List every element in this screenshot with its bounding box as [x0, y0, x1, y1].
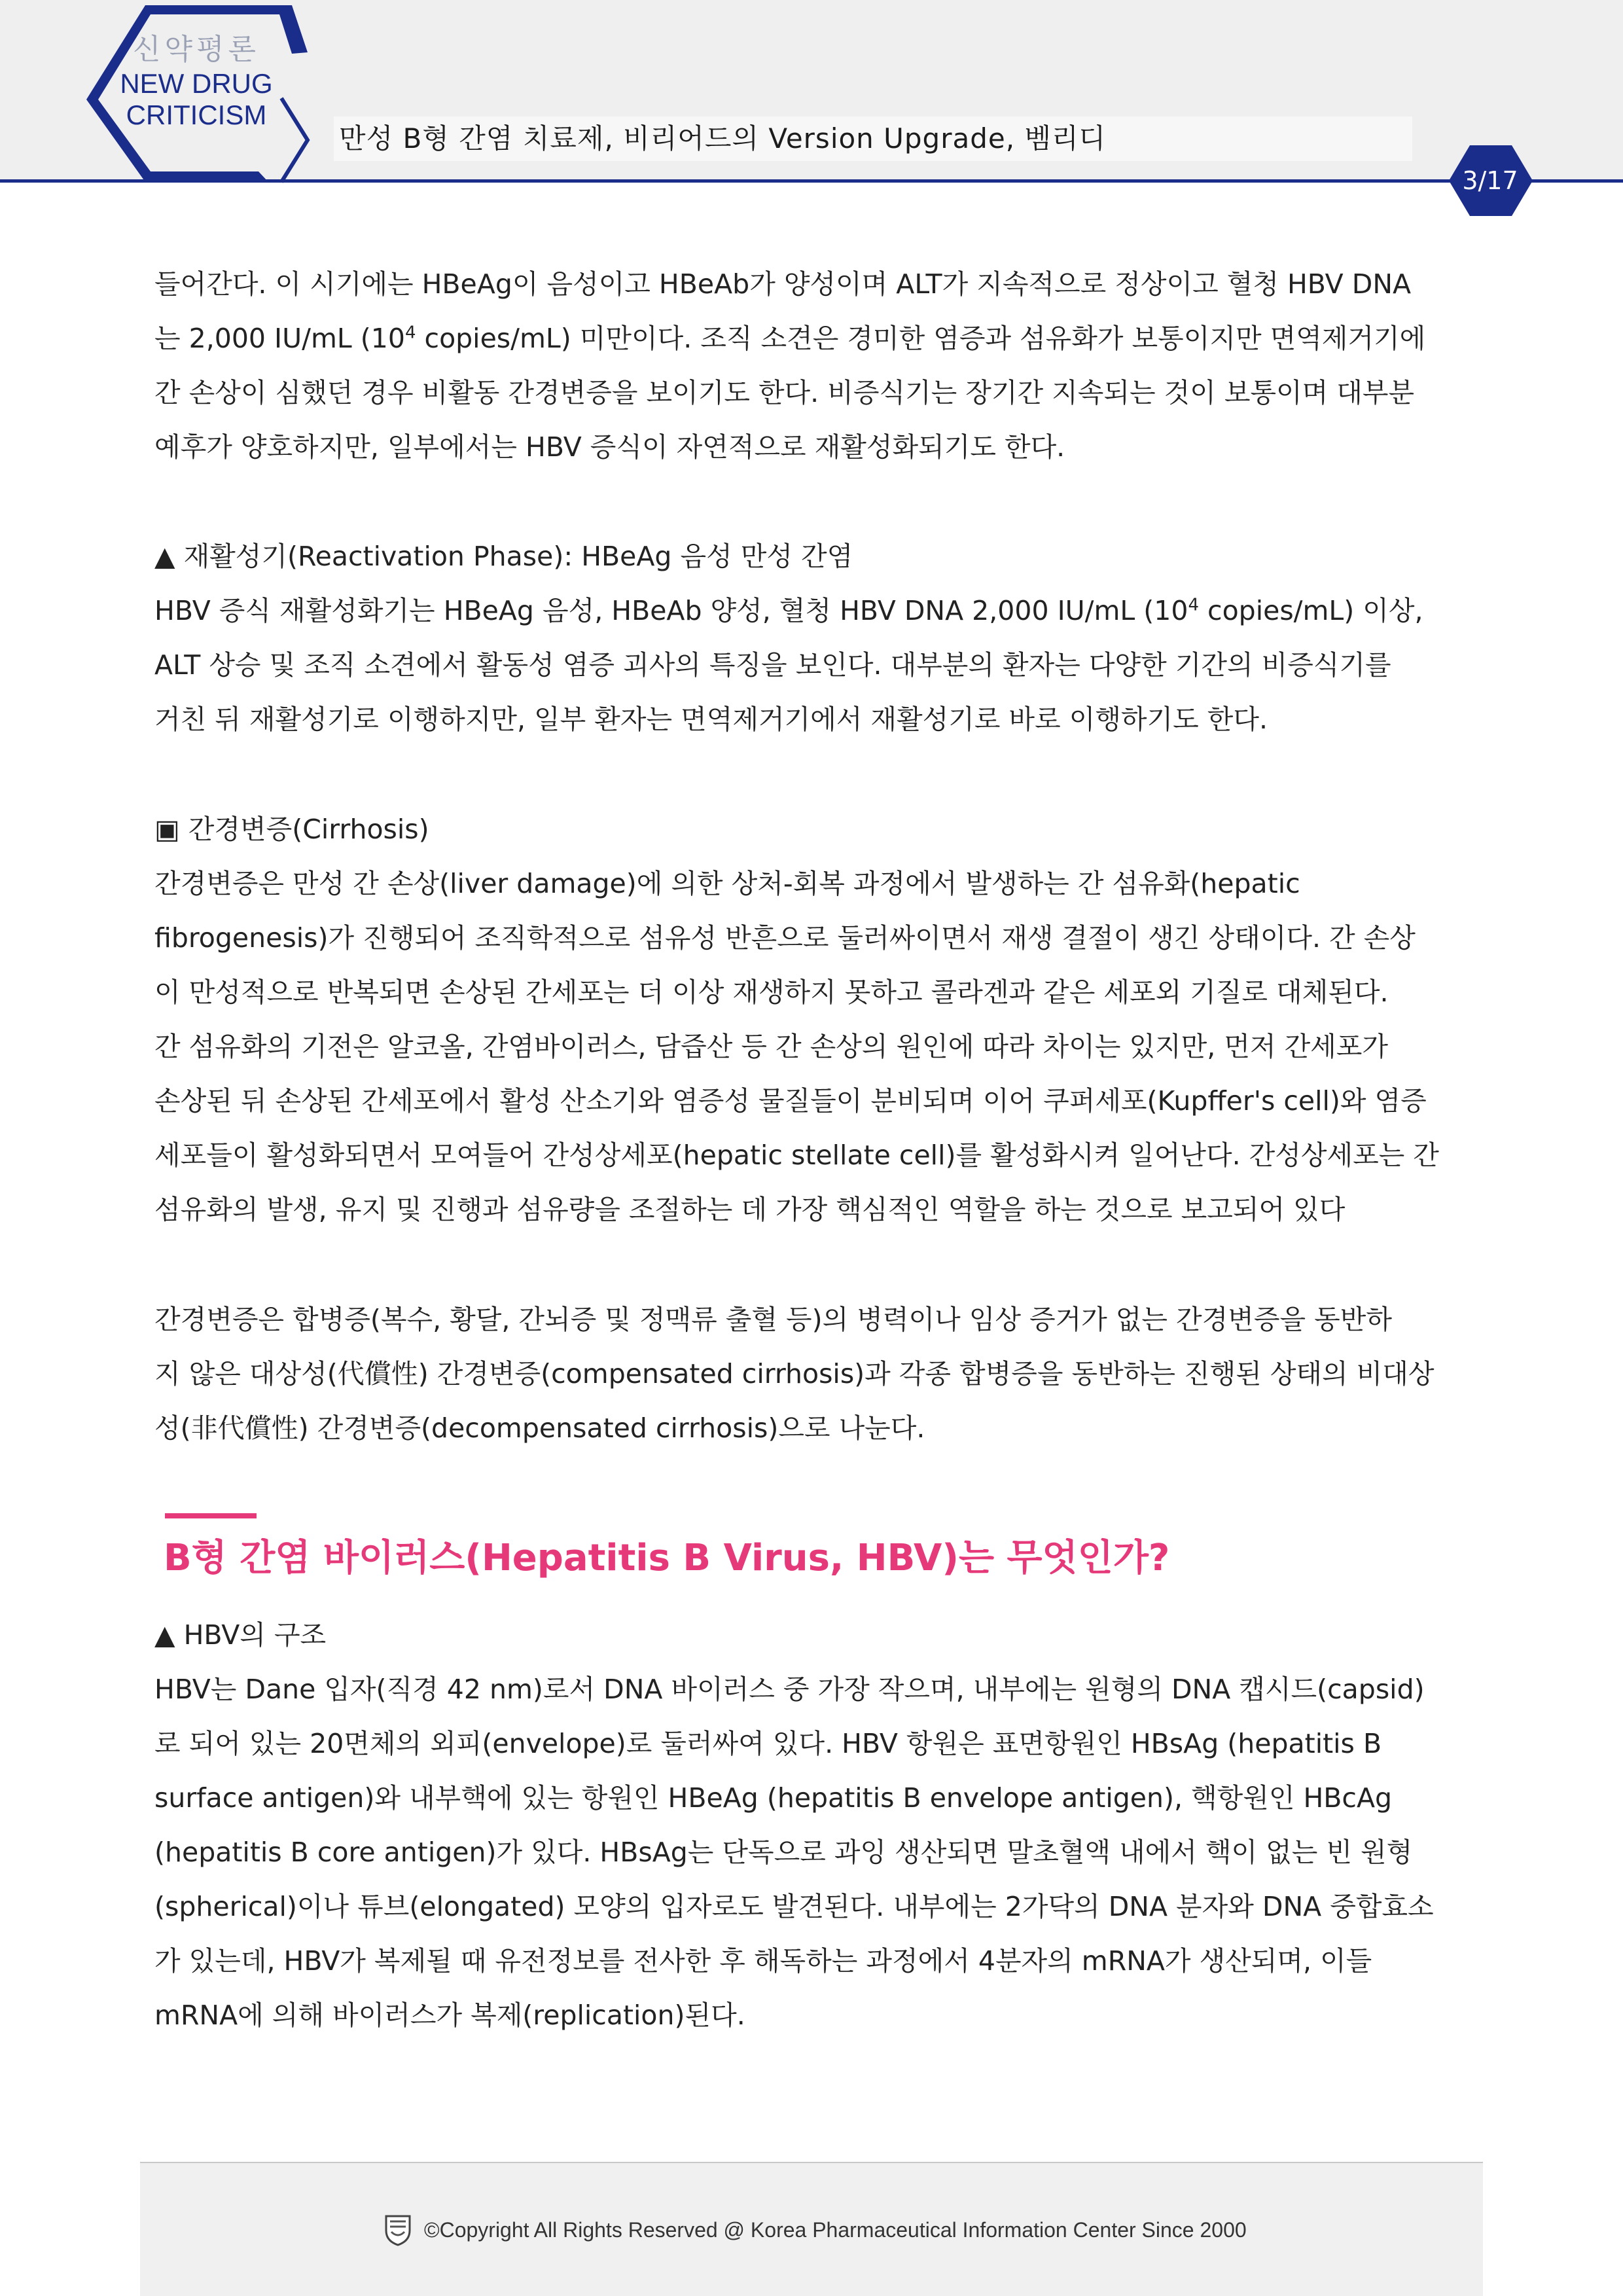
text-line: 가 있는데, HBV가 복제될 때 유전정보를 전사한 후 해독하는 과정에서 4분자의 mRNA가 생산되며, 이들	[154, 1945, 1372, 1977]
section-title: B형 간염 바이러스(Hepatitis B Virus, HBV)는 무엇인가?	[164, 1537, 1170, 1579]
text-line: ALT 상승 및 조직 소견에서 활동성 염증 괴사의 특징을 보인다. 대부분의 환자는 다양한 기간의 비증식기를	[154, 649, 1391, 681]
text-line: 예후가 양호하지만, 일부에서는 HBV 증식이 자연적으로 재활성화되기도 한다.	[154, 431, 1065, 463]
subheading-cirrhosis: ▣ 간경변증(Cirrhosis)	[154, 814, 429, 845]
text-line: 섬유화의 발생, 유지 및 진행과 섬유량을 조절하는 데 가장 핵심적인 역할을 하는 것으로 보고되어 있다	[154, 1194, 1346, 1225]
document-title: 만성 B형 간염 치료제, 비리어드의 Version Upgrade, 벰리디	[334, 117, 1412, 161]
subheading-hbv-structure: ▲ HBV의 구조	[154, 1619, 327, 1651]
cirrhosis-section	[154, 802, 1470, 1237]
shield-emblem-icon	[383, 2214, 412, 2246]
subheading-reactivation: ▲ 재활성기(Reactivation Phase): HBeAg 음성 만성 간염	[154, 541, 853, 572]
text-line: 손상된 뒤 손상된 간세포에서 활성 산소기와 염증성 물질들이 분비되며 이어 쿠퍼세포(Kupffer's cell)와 염증	[154, 1085, 1427, 1117]
text-line: mRNA에 의해 바이러스가 복제(replication)된다.	[154, 2000, 745, 2031]
header-rule-right	[1529, 179, 1623, 183]
hbv-structure-section	[154, 1608, 1470, 2043]
footer	[383, 2214, 1247, 2246]
text-line: 간경변증은 합병증(복수, 황달, 간뇌증 및 정맥류 출혈 등)의 병력이나 임상 증거가 없는 간경변증을 동반하	[154, 1304, 1392, 1335]
cirrhosis-types-paragraph	[154, 1293, 1470, 1456]
text-line: 성(非代償性) 간경변증(decompensated cirrhosis)으로 나눈다.	[154, 1412, 925, 1444]
brand-logo	[105, 31, 288, 131]
brand-english-line1: NEW DRUG	[120, 68, 273, 99]
header-rule-left	[0, 179, 1461, 183]
brand-korean: 신약평론	[132, 33, 260, 66]
text-line: 거친 뒤 재활성기로 이행하지만, 일부 환자는 면역제거기에서 재활성기로 바로 이행하기도 한다.	[154, 704, 1268, 735]
text-line: surface antigen)와 내부핵에 있는 항원인 HBeAg (hepatitis B envelope antigen), 핵항원인 HBcAg	[154, 1782, 1393, 1814]
text-line: 간 손상이 심했던 경우 비활동 간경변증을 보이기도 한다. 비증식기는 장기간 지속되는 것이 보통이며 대부분	[154, 377, 1415, 408]
text-line: (spherical)이나 튜브(elongated) 모양의 입자로도 발견된다. 내부에는 2가닥의 DNA 분자와 DNA 중합효소	[154, 1891, 1434, 1922]
footer-copyright: ©Copyright All Rights Reserved @ Korea Pharmaceutical Information Center Since 2000	[424, 2217, 1247, 2242]
page-number: 3/17	[1462, 166, 1518, 195]
text-line: 로 되어 있는 20면체의 외피(envelope)로 둘러싸여 있다. HBV 항원은 표면항원인 HBsAg (hepatitis B	[154, 1728, 1382, 1759]
text-line: 이 만성적으로 반복되면 손상된 간세포는 더 이상 재생하지 못하고 콜라겐과 같은 세포외 기질로 대체된다.	[154, 977, 1389, 1008]
text-line: 세포들이 활성화되면서 모여들어 간성상세포(hepatic stellate cell)를 활성화시켜 일어난다. 간성상세포는 간	[154, 1139, 1439, 1171]
brand-english-line2: CRITICISM	[126, 99, 267, 130]
text-line: HBV 증식 재활성화기는 HBeAg 음성, HBeAb 양성, 혈청 HBV DNA 2,000 IU/mL ($10^4$ copies/mL) 이상,	[154, 595, 1423, 626]
text-line: fibrogenesis)가 진행되어 조직학적으로 섬유성 반흔으로 둘러싸이면서 재생 결절이 생긴 상태이다. 간 손상	[154, 922, 1416, 954]
text-line: 간경변증은 만성 간 손상(liver damage)에 의한 상처-회복 과정에서 발생하는 간 섬유화(hepatic	[154, 868, 1300, 899]
reactivation-section	[154, 529, 1470, 747]
text-line: 들어간다. 이 시기에는 HBeAg이 음성이고 HBeAb가 양성이며 ALT가 지속적으로 정상이고 혈청 HBV DNA	[154, 268, 1412, 300]
intro-paragraph	[154, 257, 1470, 475]
text-line: 지 않은 대상성(代償性) 간경변증(compensated cirrhosis)과 각종 합병증을 동반하는 진행된 상태의 비대상	[154, 1358, 1435, 1390]
text-line: 는 2,000 IU/mL ($10^4$ copies/mL) 미만이다. 조직 소견은 경미한 염증과 섬유화가 보통이지만 면역제거기에	[154, 323, 1426, 354]
text-line: HBV는 Dane 입자(직경 42 nm)로서 DNA 바이러스 중 가장 작으며, 내부에는 원형의 DNA 캡시드(capsid)	[154, 1674, 1425, 1705]
text-line: (hepatitis B core antigen)가 있다. HBsAg는 단독으로 과잉 생산되면 말초혈액 내에서 핵이 없는 빈 원형	[154, 1837, 1413, 1868]
section-accent-rule	[165, 1513, 257, 1518]
text-line: 간 섬유화의 기전은 알코올, 간염바이러스, 담즙산 등 간 손상의 원인에 따라 차이는 있지만, 먼저 간세포가	[154, 1031, 1389, 1062]
